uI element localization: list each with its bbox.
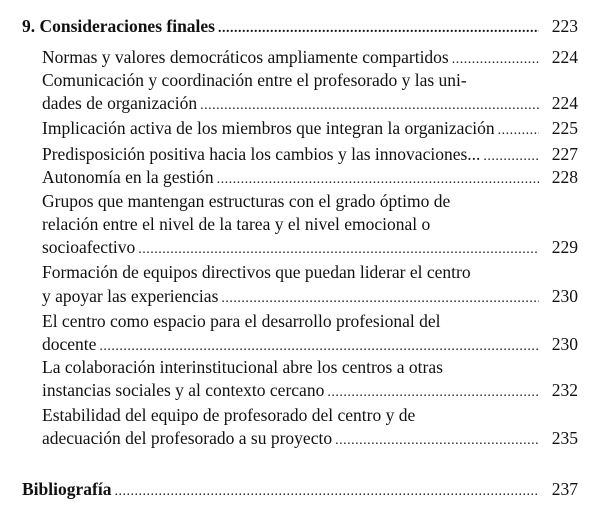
dot-leader bbox=[498, 120, 539, 142]
dot-leader bbox=[483, 146, 539, 168]
toc-entry-line: Grupos que mantengan estructuras con el grado óptimo de bbox=[42, 191, 451, 211]
toc-entry-line: Formación de equipos directivos que puedan liderar el centro bbox=[42, 262, 471, 282]
entry-page-number: 229 bbox=[551, 237, 578, 257]
entry-page-number: 224 bbox=[551, 93, 578, 113]
toc-entry[interactable] bbox=[42, 333, 578, 355]
chapter-page-number: 223 bbox=[551, 16, 578, 36]
dot-leader bbox=[452, 49, 539, 71]
entry-text: Normas y valores democráticos ampliamente compartidos bbox=[42, 47, 449, 67]
entry-text: docente bbox=[42, 334, 97, 354]
entry-text: instancias sociales y al contexto cercano bbox=[42, 380, 325, 400]
entry-page-number: 232 bbox=[551, 380, 578, 400]
toc-entry-line: El centro como espacio para el desarrollo profesional del bbox=[42, 311, 441, 331]
entry-page-number: 225 bbox=[551, 118, 578, 138]
entry-text: Implicación activa de los miembros que integran la organización bbox=[42, 118, 495, 138]
entry-page-number: 227 bbox=[551, 144, 578, 164]
toc-entry-line: La colaboración interinstitucional abre los centros a otras bbox=[42, 357, 443, 377]
toc-bibliography[interactable] bbox=[22, 478, 578, 500]
toc-entry-line: relación entre el nivel de la tarea y el nivel emocional o bbox=[42, 214, 431, 234]
dot-leader bbox=[327, 382, 539, 404]
toc-entry[interactable] bbox=[42, 46, 578, 68]
dot-leader bbox=[217, 169, 539, 191]
entry-text: Autonomía en la gestión bbox=[42, 167, 214, 187]
dot-leader bbox=[221, 288, 539, 310]
entry-text: adecuación del profesorado a su proyecto bbox=[42, 428, 333, 448]
dot-leader bbox=[114, 481, 539, 503]
dot-leader bbox=[218, 18, 539, 40]
bibliography-page-number: 237 bbox=[551, 479, 578, 499]
toc-entry[interactable] bbox=[42, 379, 578, 401]
toc-entry[interactable] bbox=[42, 285, 578, 307]
entry-page-number: 228 bbox=[551, 167, 578, 187]
toc-entry[interactable] bbox=[42, 117, 578, 139]
entry-page-number: 230 bbox=[551, 334, 578, 354]
toc-entry[interactable] bbox=[42, 166, 578, 188]
entry-text: socioafectivo bbox=[42, 237, 136, 257]
entry-page-number: 235 bbox=[551, 428, 578, 448]
entry-page-number: 224 bbox=[551, 47, 578, 67]
toc-entry-line: Estabilidad del equipo de profesorado del centro y de bbox=[42, 405, 416, 425]
toc-entry[interactable] bbox=[42, 92, 578, 114]
entry-text: Predisposición positiva hacia los cambios y las innovaciones... bbox=[42, 144, 481, 164]
dot-leader bbox=[99, 336, 539, 358]
dot-leader bbox=[138, 239, 539, 261]
bibliography-title: Bibliografía bbox=[22, 479, 112, 499]
toc-entry[interactable] bbox=[42, 236, 578, 258]
toc-entry[interactable] bbox=[42, 143, 578, 165]
toc-entry-line: Comunicación y coordinación entre el profesorado y las uni- bbox=[42, 70, 467, 90]
dot-leader bbox=[335, 430, 539, 452]
entry-text: dades de organización bbox=[42, 93, 198, 113]
dot-leader bbox=[200, 95, 539, 117]
toc-entry[interactable] bbox=[42, 427, 578, 449]
entry-text: y apoyar las experiencias bbox=[42, 286, 219, 306]
chapter-title: 9. Consideraciones finales bbox=[22, 16, 215, 36]
entry-page-number: 230 bbox=[551, 286, 578, 306]
toc-chapter-9[interactable] bbox=[22, 15, 578, 37]
